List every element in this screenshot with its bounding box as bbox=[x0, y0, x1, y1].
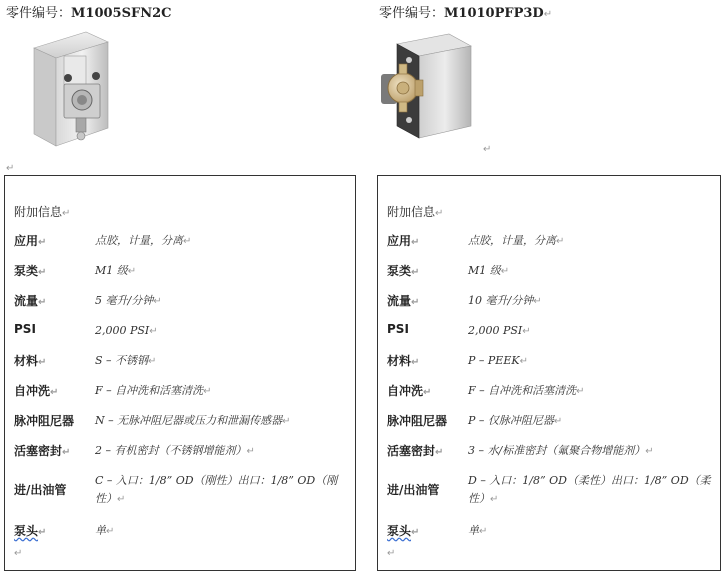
row-value: 2,000 PSI bbox=[468, 324, 523, 337]
row-label: 自冲洗 bbox=[387, 384, 424, 398]
row-value: 2,000 PSI bbox=[95, 324, 150, 337]
part-title bbox=[6, 2, 171, 21]
paragraph-mark: ↵ bbox=[6, 163, 15, 174]
row-label: 应用 bbox=[387, 234, 412, 248]
row-value: F – 自冲洗和活塞清洗 bbox=[468, 384, 577, 397]
row-value: 2 – 有机密封（不锈钢增能剂） bbox=[95, 444, 247, 457]
part-number: M1010PFP3D bbox=[444, 6, 544, 21]
row-value: 点胶，计量，分离 bbox=[95, 234, 183, 247]
row-value: S – 不锈钢 bbox=[95, 354, 149, 367]
pump-photo bbox=[26, 26, 116, 154]
row-label: 应用 bbox=[14, 234, 39, 248]
row-label: PSI bbox=[387, 322, 409, 336]
part-column-right bbox=[377, 0, 725, 579]
row-label: 泵类 bbox=[387, 264, 412, 278]
row-label: 活塞密封 bbox=[14, 444, 63, 458]
row-label: 进/出油管 bbox=[14, 483, 67, 497]
part-title: 零件编号：M1010PFP3D↵ bbox=[379, 6, 553, 21]
row-label: 自冲洗 bbox=[14, 384, 51, 398]
row-value: D – 入口：1/8” OD（柔性）出口：1/8” OD（柔性） bbox=[468, 474, 711, 505]
row-label: 流量 bbox=[14, 294, 39, 308]
info-heading: 附加信息↵ bbox=[14, 205, 71, 219]
row-value: P – PEEK bbox=[468, 354, 520, 367]
info-box: 附加信息↵ 应用↵ 点胶，计量，分离↵ 泵类↵ M1 级↵ 流量↵ 10 毫升/分钟↵ PSI 2,000 PSI↵ 材料↵ P – PEEK↵ 自冲洗↵ F – 自冲洗和活塞清洗↵ 脉冲阻尼器 P – 仅脉冲阻尼器↵ 活塞密封↵ 3 – 水/标准密封（氟聚合物增能剂）↵ 进/出油管 D – 入口：1/8” OD（柔性）出口：1/8” OD（柔性）↵ 泵头↵ 单↵ ↵ bbox=[377, 175, 721, 571]
row-label: PSI bbox=[14, 322, 36, 336]
row-value: P – 仅脉冲阻尼器 bbox=[468, 414, 554, 427]
row-value: F – 自冲洗和活塞清洗 bbox=[95, 384, 204, 397]
row-value: M1 级 bbox=[95, 264, 128, 277]
row-label: 材料 bbox=[14, 354, 39, 368]
paragraph-mark: ↵ bbox=[387, 548, 396, 559]
info-heading: 附加信息↵ bbox=[387, 205, 444, 219]
part-title-prefix: 零件编号： bbox=[6, 6, 72, 21]
row-label: 活塞密封 bbox=[387, 444, 436, 458]
row-value: 单 bbox=[95, 524, 106, 537]
pump-photo bbox=[377, 26, 477, 144]
row-value: N – 无脉冲阻尼器或压力和泄漏传感器 bbox=[95, 414, 283, 427]
row-value: 5 毫升/分钟 bbox=[95, 294, 154, 307]
row-label: 脉冲阻尼器 bbox=[14, 414, 75, 428]
row-label: 流量 bbox=[387, 294, 412, 308]
paragraph-mark: ↵ bbox=[483, 144, 492, 155]
row-label: 泵头 bbox=[14, 524, 39, 538]
row-label: 泵头 bbox=[387, 524, 412, 538]
part-number: M1005SFN2C bbox=[71, 6, 172, 21]
row-label: 脉冲阻尼器 bbox=[387, 414, 448, 428]
row-label: 进/出油管 bbox=[387, 483, 440, 497]
row-value: C – 入口：1/8” OD（刚性）出口：1/8” OD（刚性） bbox=[95, 474, 338, 505]
paragraph-mark: ↵ bbox=[14, 548, 23, 559]
row-value: 点胶，计量，分离 bbox=[468, 234, 556, 247]
row-value: 3 – 水/标准密封（氟聚合物增能剂） bbox=[468, 444, 646, 457]
row-value: M1 级 bbox=[468, 264, 501, 277]
info-box: 附加信息↵ 应用↵ 点胶，计量，分离↵ 泵类↵ M1 级↵ 流量↵ 5 毫升/分钟↵ PSI 2,000 PSI↵ 材料↵ S – 不锈钢↵ 自冲洗↵ F – 自冲洗和活塞清洗↵ 脉冲阻尼器 N – 无脉冲阻尼器或压力和泄漏传感器↵ 活塞密封↵ 2 – 有机密封（不锈钢增能剂）↵ 进/出油管 C – 入口：1/8” OD（刚性）出口：1/8” OD（刚性）↵ 泵头↵ 单↵ ↵ bbox=[4, 175, 356, 571]
row-label: 材料 bbox=[387, 354, 412, 368]
part-column-left bbox=[4, 0, 356, 579]
row-value: 单 bbox=[468, 524, 479, 537]
row-value: 10 毫升/分钟 bbox=[468, 294, 534, 307]
part-title-prefix: 零件编号： bbox=[379, 6, 445, 21]
row-label: 泵类 bbox=[14, 264, 39, 278]
